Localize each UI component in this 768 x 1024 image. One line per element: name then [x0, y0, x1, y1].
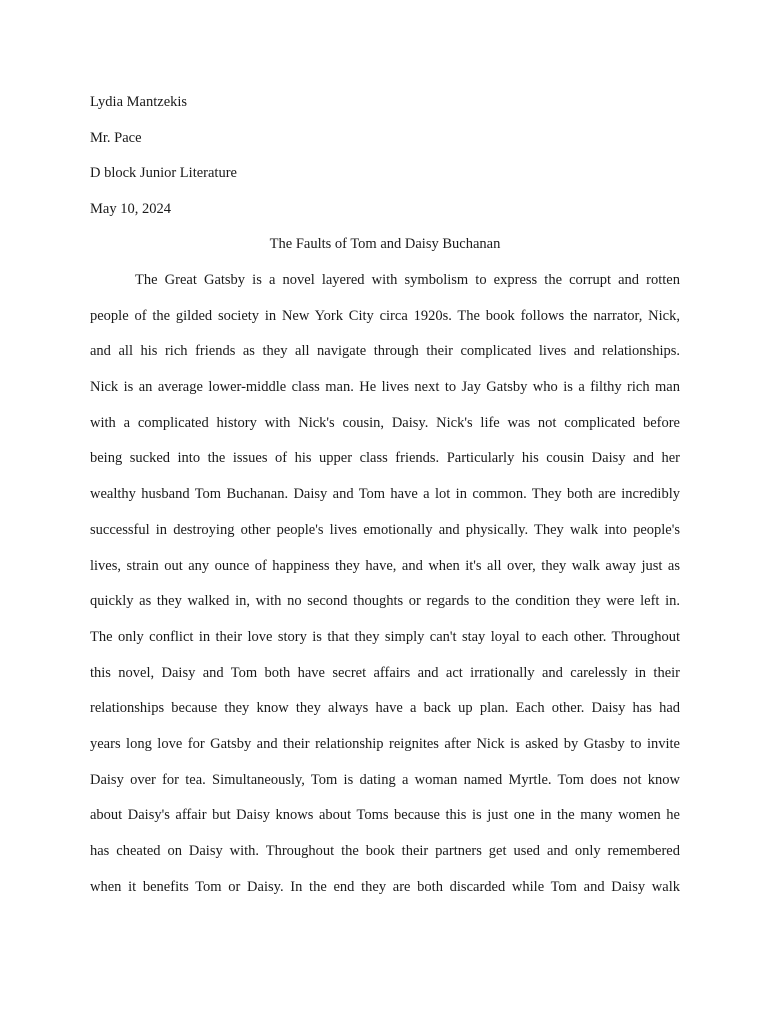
- essay-body: [90, 270, 680, 912]
- body-line: years long love for Gatsby and their relationship reignites after Nick is asked by Gtasby to invite: [90, 735, 680, 752]
- body-line: being sucked into the issues of his upper class friends. Particularly his cousin Daisy and her: [90, 450, 680, 467]
- body-line: has cheated on Daisy with. Throughout the book their partners get used and only remembered: [90, 843, 680, 859]
- body-line: successful in destroying other people's lives emotionally and physically. They walk into people's: [90, 521, 680, 538]
- body-line: lives, strain out any ounce of happiness they have, and when it's all over, they walk away just as: [90, 557, 680, 574]
- body-line: Nick is an average lower-middle class man. He lives next to Jay Gatsby who is a filthy rich man: [90, 379, 680, 396]
- body-line: when it benefits Tom or Daisy. In the end they are both discarded while Tom and Daisy walk: [90, 878, 680, 895]
- body-line: people of the gilded society in New York City circa 1920s. The book follows the narrator, Nick,: [90, 307, 680, 324]
- body-line: quickly as they walked in, with no second thoughts or regards to the condition they were left in.: [90, 593, 680, 610]
- body-line: Daisy over for tea. Simultaneously, Tom is dating a woman named Myrtle. Tom does not know: [90, 771, 680, 788]
- essay-heading: [90, 92, 680, 235]
- body-line: and all his rich friends as they all navigate through their complicated lives and relationships.: [90, 343, 680, 360]
- essay-date: May 10, 2024: [90, 201, 171, 218]
- body-line: wealthy husband Tom Buchanan. Daisy and Tom have a lot in common. They both are incredibly: [90, 486, 680, 503]
- body-line: this novel, Daisy and Tom both have secret affairs and act irrationally and carelessly in their: [90, 664, 680, 681]
- body-line: The Great Gatsby is a novel layered with symbolism to express the corrupt and rotten: [135, 272, 680, 288]
- essay-title: The Faults of Tom and Daisy Buchanan: [269, 236, 501, 252]
- teacher-name: Mr. Pace: [90, 129, 142, 146]
- body-line: The only conflict in their love story is that they simply can't stay loyal to each other. Throughout: [90, 628, 680, 645]
- course-name: D block Junior Literature: [90, 165, 237, 182]
- body-line: about Daisy's affair but Daisy knows about Toms because this is just one in the many women he: [90, 807, 680, 824]
- body-line: with a complicated history with Nick's cousin, Daisy. Nick's life was not complicated before: [90, 414, 680, 431]
- student-name: Lydia Mantzekis: [90, 94, 188, 110]
- body-line: relationships because they know they always have a back up plan. Each other. Daisy has had: [90, 700, 680, 717]
